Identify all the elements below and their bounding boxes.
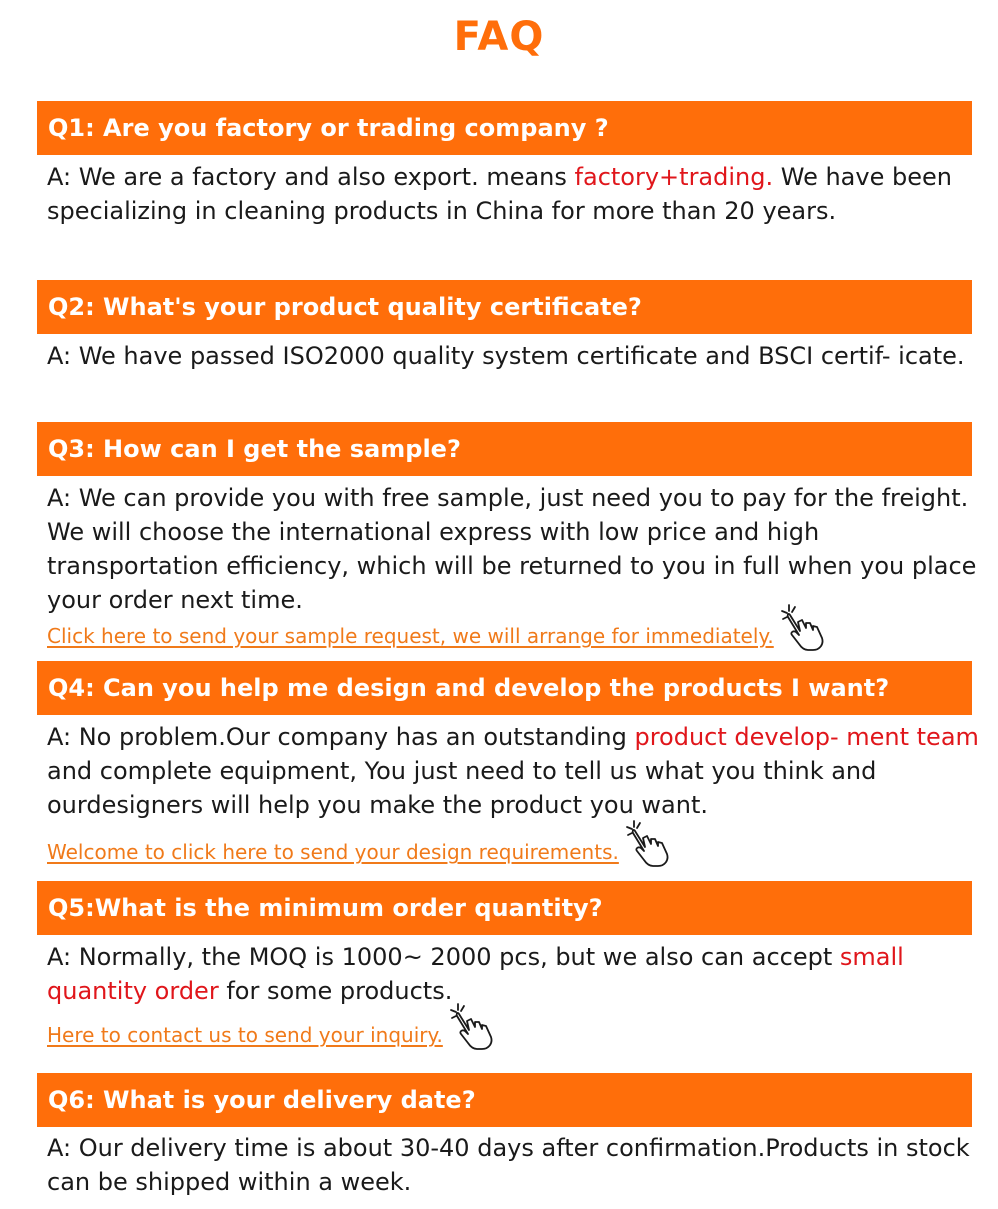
design-request-link[interactable]: Welcome to click here to send your design requirements.: [47, 840, 619, 864]
answer-4: [47, 720, 982, 822]
question-bar-6: Q6: What is your delivery date?: [37, 1073, 972, 1127]
pointing-hand-icon[interactable]: [449, 1001, 497, 1051]
answer-2: A: We have passed ISO2000 quality system certificate and BSCI certif- icate.: [47, 342, 965, 370]
answer-1-highlight: factory+trading.: [574, 163, 774, 191]
sample-request-link[interactable]: Click here to send your sample request, we will arrange for immediately.: [47, 624, 774, 648]
question-bar-5: Q5:What is the minimum order quantity?: [37, 881, 972, 935]
answer-5: [47, 940, 982, 1008]
design-request-link-row: [47, 818, 673, 868]
answer-5-highlight: small quantity order: [47, 943, 904, 1005]
answer-4-text-end: and complete equipment, You just need to tell us what you think and ourdesigners will help you make the product you want.: [47, 757, 877, 819]
question-bar-3: Q3: How can I get the sample?: [37, 422, 972, 476]
inquiry-link[interactable]: Here to contact us to send your inquiry.: [47, 1023, 443, 1047]
answer-1: [47, 160, 982, 228]
answer-5-text-end: for some products.: [218, 977, 453, 1005]
answer-4-text: A: No problem.Our company has an outstanding: [47, 723, 635, 751]
question-bar-2: Q2: What's your product quality certificate?: [37, 280, 972, 334]
answer-3: A: We can provide you with free sample, just need you to pay for the freight. We will choose the international express with low price and high transportation efficiency, which will be returned to you in full when you place your order next time.: [47, 484, 977, 614]
question-bar-4: Q4: Can you help me design and develop the products I want?: [37, 661, 972, 715]
pointing-hand-icon[interactable]: [625, 818, 673, 868]
page-title: FAQ: [453, 14, 545, 60]
answer-1-text: A: We are a factory and also export. means: [47, 163, 575, 191]
pointing-hand-icon[interactable]: [780, 602, 828, 652]
answer-4-highlight: product develop- ment team: [634, 723, 979, 751]
answer-6: A: Our delivery time is about 30-40 days after confirmation.Products in stock can be shipped within a week.: [47, 1134, 970, 1196]
answer-1-text-end: We have been specializing in cleaning products in China for more than 20 years.: [47, 163, 952, 225]
question-bar-1: Q1: Are you factory or trading company ?: [37, 101, 972, 155]
inquiry-link-row: [47, 1001, 497, 1051]
answer-5-text: A: Normally, the MOQ is 1000~ 2000 pcs, but we also can accept: [47, 943, 840, 971]
sample-request-link-row: [47, 602, 828, 652]
